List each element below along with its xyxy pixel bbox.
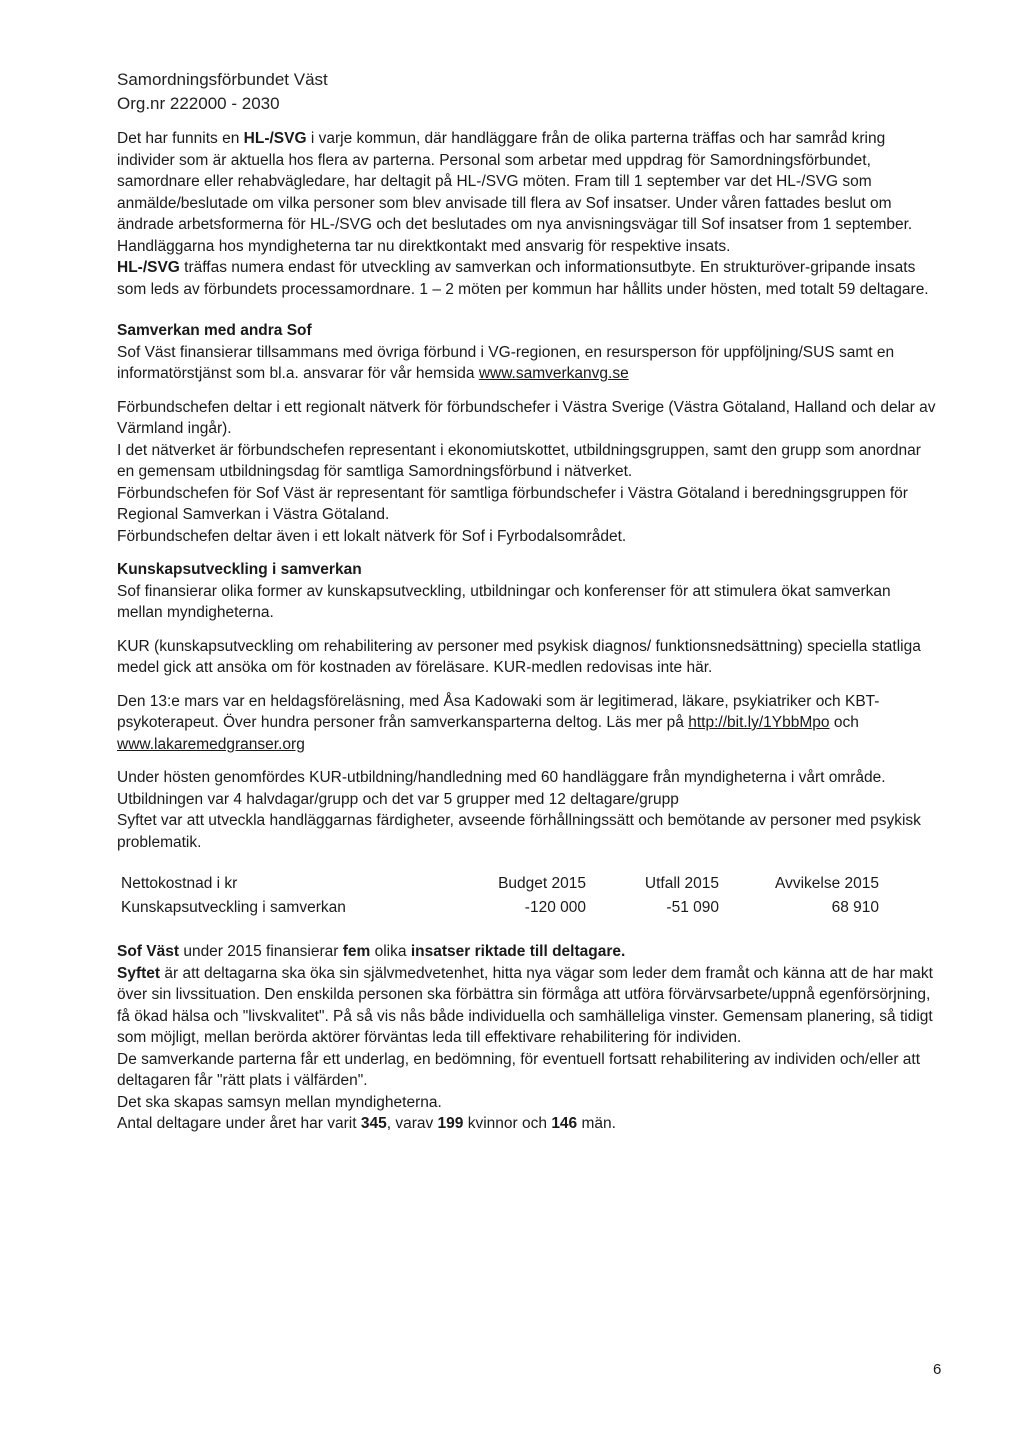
insatser-line-1 <box>117 941 937 963</box>
table-header-cell: Nettokostnad i kr <box>121 875 238 892</box>
bold-term: fem <box>342 943 371 960</box>
lakaremedgranser-link[interactable]: www.lakaremedgranser.org <box>117 735 305 753</box>
table-cell: -51 090 <box>666 899 719 916</box>
text-run: män. <box>577 1115 616 1132</box>
kunskap-paragraph-2: KUR (kunskapsutveckling om rehabilitering av personer med psykisk diagnos/ funktionsnedsättning) speciella statliga medel gick att ansöka om för kostnaden av föreläsare. KUR-medlen redovisas inte här. <box>117 637 921 676</box>
text-run: , varav <box>386 1115 438 1132</box>
table-cell: 68 910 <box>831 899 879 916</box>
bold-term: insatser riktade till deltagare. <box>410 943 626 960</box>
cost-table <box>121 873 879 921</box>
bold-term: HL-/SVG <box>117 259 180 276</box>
table-cell: -120 000 <box>524 899 586 916</box>
samverkan-paragraph-1 <box>117 342 937 385</box>
table-header-cell: Budget 2015 <box>498 875 586 892</box>
table-cell: Kunskapsutveckling i samverkan <box>121 899 346 916</box>
table-header-row <box>121 873 879 897</box>
table-row <box>121 897 879 921</box>
org-number: Org.nr 222000 - 2030 <box>117 94 280 113</box>
samverkan-paragraph-5: Förbundschefen deltar även i ett lokalt nätverk för Sof i Fyrbodalsområdet. <box>117 527 627 545</box>
bold-term: HL-/SVG <box>243 130 307 147</box>
bold-term: Syftet <box>117 964 161 982</box>
document-page <box>117 68 937 1135</box>
bold-number: 345 <box>360 1115 387 1132</box>
insatser-paragraph-5 <box>117 1113 937 1135</box>
text-run: och <box>829 714 859 731</box>
table-header-cell: Avvikelse 2015 <box>775 875 879 892</box>
text-run: träffas numera endast för utveckling av samverkan och informationsutbyte. En strukturöver-gripande insats som leds av förbundets processamordnare. 1 – 2 möten per kommun har hållits under hösten, med totalt 59 deltagare. <box>117 259 929 298</box>
page-number: 6 <box>933 1361 942 1378</box>
kunskap-paragraph-3 <box>117 691 937 756</box>
bitly-link[interactable]: http://bit.ly/1YbbMpo <box>688 714 830 731</box>
text-run: Den 13:e mars var en heldagsföreläsning, med Åsa Kadowaki som är legitimerad, läkare, psykiatriker och KBT-psykoterapeut. Över hundra personer från samverkansparterna deltog. Läs mer på <box>117 692 880 731</box>
bold-number: 199 <box>437 1115 464 1132</box>
insatser-paragraph-2 <box>117 963 937 1049</box>
samverkan-paragraph-2: Förbundschefen deltar i ett regionalt nätverk för förbundschefer i Västra Sverige (Västra Götaland, Halland och delar av Värmland ingår). <box>117 398 936 437</box>
intro-paragraph-1 <box>117 128 937 257</box>
insatser-paragraph-3: De samverkande parterna får ett underlag, en bedömning, för eventuell fortsatt rehabilitering av individen och/eller att deltagaren får "rätt plats i välfärden". <box>117 1050 921 1089</box>
document-header <box>117 68 937 116</box>
org-name: Samordningsförbundet Väst <box>117 70 328 89</box>
text-run: i varje kommun, där handläggare från de olika parterna träffas och har samråd kring individer som är aktuella hos flera av parterna. Personal som arbetar med uppdrag för Samordningsförbundet, samordnare eller rehabvägledare, har deltagit på HL-/SVG möten. Fram till 1 september var det HL-/SVG som anmälde/beslutade om vilka personer som blev anvisade till flera av Sof insatser. Under våren fattades beslut om ändrade arbetsformerna för HL-/SVG och det beslutades om nya anvisningsvägar till Sof insatser from 1 september. Handläggarna hos myndigheterna tar nu direktkontakt med ansvarig för respektive insats. <box>117 130 913 255</box>
text-run: olika <box>370 943 411 960</box>
text-run: är att deltagarna ska öka sin självmedvetenhet, hitta nya vägar som leder dem framåt och känna att de har makt över sin livssituation. Den enskilda personen ska förbättra sin förmåga att utföra förvärvsarbete/uppnå egenförsörjning, få ökad hälsa och "livskvalitet". På så vis nås både individuella och samhälleliga vinster. Gemensam planering, så tidigt som möjligt, mellan berörda aktörer förväntas leda till effektivare rehabilitering för individen. <box>117 964 933 1046</box>
bold-number: 146 <box>551 1115 578 1132</box>
text-run: Det har funnits en <box>117 130 244 147</box>
intro-paragraph-2 <box>117 257 937 300</box>
text-run: under 2015 finansierar <box>179 943 343 960</box>
section-heading-samverkan: Samverkan med andra Sof <box>117 322 312 339</box>
samverkan-paragraph-3: I det nätverket är förbundschefen representant i ekonomiutskottet, utbildningsgruppen, samt den grupp som anordnar en gemensam utbildningsdag för samtliga Samordningsförbund i nätverket. <box>117 441 921 480</box>
text-run: Sof Väst finansierar tillsammans med övriga förbund i VG-regionen, en resursperson för uppföljning/SUS samt en informatörstjänst som bl.a. ansvarar för vår hemsida <box>117 343 895 382</box>
kunskap-paragraph-1: Sof finansierar olika former av kunskapsutveckling, utbildningar och konferenser för att stimulera ökat samverkan mellan myndigheterna. <box>117 582 891 621</box>
table-header-cell: Utfall 2015 <box>644 875 719 892</box>
text-run: Antal deltagare under året har varit <box>117 1115 361 1132</box>
insatser-paragraph-4: Det ska skapas samsyn mellan myndigheterna. <box>117 1093 442 1111</box>
kunskap-paragraph-4: Under hösten genomfördes KUR-utbildning/handledning med 60 handläggare från myndigheterna i vårt område. Utbildningen var 4 halvdagar/grupp och det var 5 grupper med 12 deltagare/grupp <box>117 769 886 808</box>
website-link[interactable]: www.samverkanvg.se <box>478 365 629 382</box>
section-heading-kunskap: Kunskapsutveckling i samverkan <box>117 561 362 578</box>
bold-term: Sof Väst <box>117 943 180 960</box>
samverkan-paragraph-4: Förbundschefen för Sof Väst är representant för samtliga förbundschefer i Västra Götaland i beredningsgruppen för Regional Samverkan i Västra Götaland. <box>117 484 908 523</box>
text-run: kvinnor och <box>463 1115 552 1132</box>
kunskap-paragraph-5: Syftet var att utveckla handläggarnas färdigheter, avseende förhållningssätt och bemötande av personer med psykisk problematik. <box>117 812 921 851</box>
